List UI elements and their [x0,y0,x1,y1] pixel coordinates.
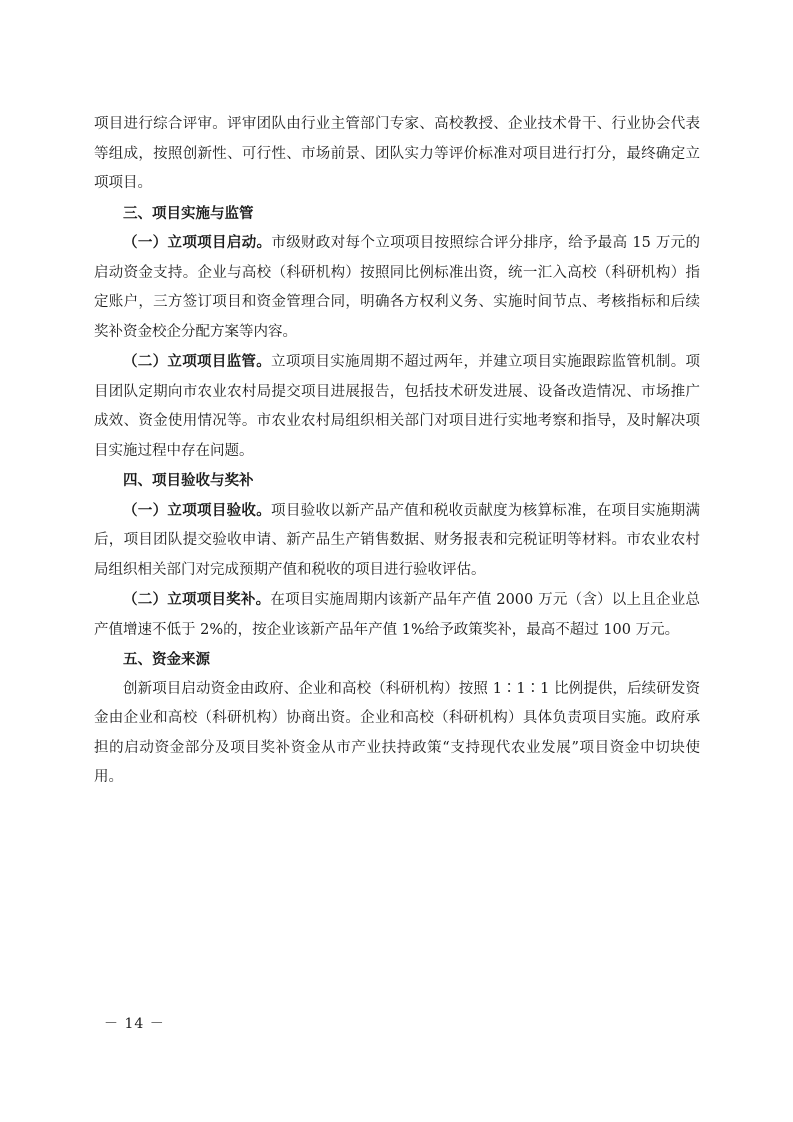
paragraph-lead: （一）立项项目验收。 [123,501,272,519]
paragraph-funding-source: 创新项目启动资金由政府、企业和高校（科研机构）按照 1∶1∶1 比例提供，后续研发资金由企业和高校（科研机构）协商出资。企业和高校（科研机构）具体负责项目实施。政府承担的启动资金部分及项目奖补资金从市产业扶持政策“支持现代农业发展”项目资金中切块使用。 [94,680,700,785]
paragraph-lead: （二）立项项目奖补。 [123,591,271,608]
paragraph-project-supervision: （二）立项项目监管。立项项目实施周期不超过两年，并建立项目实施跟踪监管机制。项目团队定期向市农业农村局提交项目进展报告，包括技术研发进展、设备改造情况、市场推广成效、资金使用情况等。市农业农村局组织相关部门对项目进行实地考察和指导，及时解决项目实施过程中存在问题。 [94,353,701,459]
page-number: － 14 － [104,1016,165,1032]
paragraph-project-start: （一）立项项目启动。市级财政对每个立项项目按照综合评分排序，给予最高 15 万元的启动资金支持。企业与高校（科研机构）按照同比例标准出资，统一汇入高校（科研机构）指定账户，三方签订项目和资金管理合同，明确各方权利义务、实施时间节点、考核指标和后续奖补资金校企分配方案等内容。 [94,234,700,340]
paragraph-continuation: 项目进行综合评审。评审团队由行业主管部门专家、高校教授、企业技术骨干、行业协会代表等组成，按照创新性、可行性、市场前景、团队实力等评价标准对项目进行打分，最终确定立项项目。 [94,116,700,191]
paragraph-project-reward: （二）立项项目奖补。在项目实施周期内该新产品年产值 2000 万元（含）以上且企业总产值增速不低于 2%的，按企业该新产品年产值 1%给予政策奖补，最高不超过 100 万元。 [94,591,700,638]
paragraph-project-acceptance: （一）立项项目验收。项目验收以新产品产值和税收贡献度为核算标准，在项目实施期满后，项目团队提交验收申请、新产品生产销售数据、财务报表和完税证明等材料。市农业农村局组织相关部门对完成预期产值和税收的项目进行验收评估。 [94,501,701,578]
section-heading-3: 三、项目实施与监管 [123,204,254,222]
paragraph-lead: （二）立项项目监管。 [123,353,272,370]
section-heading-5: 五、资金来源 [123,651,210,668]
body-text [94,110,700,793]
paragraph-lead: （一）立项项目启动。 [123,234,272,251]
section-heading-4: 四、项目验收与奖补 [123,472,254,489]
